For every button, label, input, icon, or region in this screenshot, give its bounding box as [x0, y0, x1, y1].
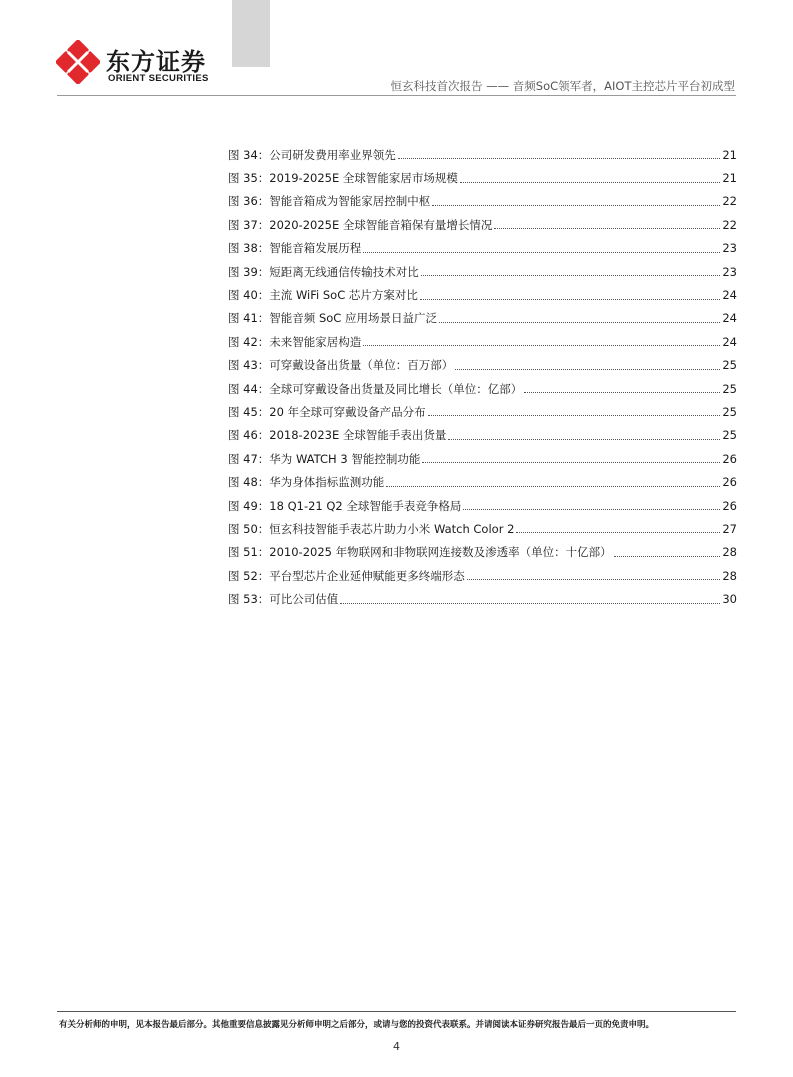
toc-dot-leader — [340, 603, 720, 604]
toc-entry[interactable] — [228, 330, 737, 353]
toc-entry-page: 28 — [722, 568, 737, 583]
toc-entry-label: 图 47：华为 WATCH 3 智能控制功能 — [228, 451, 421, 466]
toc-dot-leader — [467, 579, 721, 580]
toc-entry-label: 图 52：平台型芯片企业延伸赋能更多终端形态 — [228, 568, 465, 583]
toc-dot-leader — [455, 369, 720, 370]
toc-dot-leader — [386, 486, 720, 487]
toc-entry[interactable] — [228, 400, 737, 423]
toc-entry[interactable] — [228, 166, 737, 189]
toc-entry-label: 图 49：18 Q1-21 Q2 全球智能手表竞争格局 — [228, 498, 462, 513]
toc-dot-leader — [398, 158, 721, 159]
toc-entry[interactable] — [228, 143, 737, 166]
toc-entry-label: 图 45：20 年全球可穿戴设备产品分布 — [228, 404, 426, 419]
toc-dot-leader — [524, 392, 720, 393]
toc-entry-label: 图 50：恒玄科技智能手表芯片助力小米 Watch Color 2 — [228, 521, 515, 536]
toc-dot-leader — [494, 228, 720, 229]
toc-entry-page: 25 — [722, 358, 737, 373]
toc-dot-leader — [614, 556, 721, 557]
toc-entry-label: 图 35：2019-2025E 全球智能家居市场规模 — [228, 171, 458, 186]
toc-entry-page: 24 — [722, 334, 737, 349]
header-divider — [57, 95, 736, 96]
toc-entry[interactable] — [228, 283, 737, 306]
toc-entry-label: 图 39：短距离无线通信传输技术对比 — [228, 264, 419, 279]
toc-entry-page: 23 — [722, 264, 737, 279]
report-header-title: 恒玄科技首次报告 —— 音频SoC领军者，AIOT主控芯片平台初成型 — [390, 79, 735, 93]
page-number: 4 — [393, 1040, 400, 1053]
toc-entry-page: 21 — [722, 171, 737, 186]
toc-entry-page: 28 — [722, 545, 737, 560]
toc-dot-leader — [439, 322, 720, 323]
toc-entry[interactable] — [228, 260, 737, 283]
toc-dot-leader — [448, 439, 720, 440]
orient-securities-logo-icon — [56, 40, 100, 84]
toc-entry-label: 图 41：智能音频 SoC 应用场景日益广泛 — [228, 311, 437, 326]
company-logo — [56, 40, 226, 90]
toc-entry-page: 26 — [722, 498, 737, 513]
toc-entry-page: 30 — [722, 592, 737, 607]
toc-entry-label: 图 42：未来智能家居构造 — [228, 334, 362, 349]
toc-entry[interactable] — [228, 190, 737, 213]
toc-entry-page: 26 — [722, 451, 737, 466]
toc-entry-label: 图 34：公司研发费用率业界领先 — [228, 147, 396, 162]
toc-entry-page: 25 — [722, 428, 737, 443]
toc-entry[interactable] — [228, 307, 737, 330]
toc-entry-label: 图 38：智能音箱发展历程 — [228, 241, 362, 256]
toc-entry-label: 图 51：2010-2025 年物联网和非物联网连接数及渗透率（单位：十亿部） — [228, 545, 612, 560]
toc-dot-leader — [428, 415, 721, 416]
toc-entry-page: 22 — [722, 217, 737, 232]
toc-dot-leader — [460, 182, 720, 183]
toc-dot-leader — [420, 299, 720, 300]
toc-dot-leader — [422, 462, 720, 463]
toc-dot-leader — [363, 252, 720, 253]
toc-entry-label: 图 46：2018-2023E 全球智能手表出货量 — [228, 428, 447, 443]
toc-entry-label: 图 53：可比公司估值 — [228, 592, 339, 607]
footer-disclaimer: 有关分析师的申明，见本报告最后部分。其他重要信息披露见分析师申明之后部分，或请与您的投资代表联系。并请阅读本证券研究报告最后一页的免责申明。 — [59, 1020, 655, 1030]
toc-entry-label: 图 48：华为身体指标监测功能 — [228, 475, 385, 490]
toc-entry-page: 21 — [722, 147, 737, 162]
toc-entry-page: 24 — [722, 288, 737, 303]
toc-entry-page: 25 — [722, 404, 737, 419]
toc-entry-page: 24 — [722, 311, 737, 326]
toc-entry-label: 图 36：智能音箱成为智能家居控制中枢 — [228, 194, 431, 209]
toc-entry[interactable] — [228, 354, 737, 377]
toc-entry-page: 22 — [722, 194, 737, 209]
toc-entry-page: 23 — [722, 241, 737, 256]
footer-divider — [57, 1011, 736, 1012]
toc-entry-label: 图 37：2020-2025E 全球智能音箱保有量增长情况 — [228, 217, 493, 232]
toc-entry[interactable] — [228, 377, 737, 400]
toc-dot-leader — [421, 275, 721, 276]
toc-entry-label: 图 40：主流 WiFi SoC 芯片方案对比 — [228, 288, 418, 303]
toc-dot-leader — [363, 345, 720, 346]
toc-dot-leader — [516, 532, 720, 533]
toc-entry[interactable] — [228, 494, 737, 517]
toc-entry-label: 图 43：可穿戴设备出货量（单位：百万部） — [228, 358, 454, 373]
figure-table-of-contents — [228, 143, 737, 611]
toc-entry-page: 26 — [722, 475, 737, 490]
toc-entry[interactable] — [228, 541, 737, 564]
logo-chinese-name: 东方证券 — [106, 48, 206, 76]
toc-entry[interactable] — [228, 237, 737, 260]
toc-entry-label: 图 44：全球可穿戴设备出货量及同比增长（单位：亿部） — [228, 381, 523, 396]
toc-entry[interactable] — [228, 470, 737, 493]
toc-entry[interactable] — [228, 564, 737, 587]
toc-entry[interactable] — [228, 447, 737, 470]
toc-entry[interactable] — [228, 517, 737, 540]
header-gray-tab — [232, 0, 270, 67]
toc-dot-leader — [432, 205, 720, 206]
toc-dot-leader — [463, 509, 720, 510]
toc-entry[interactable] — [228, 424, 737, 447]
toc-entry[interactable] — [228, 213, 737, 236]
logo-english-name: ORIENT SECURITIES — [108, 73, 209, 84]
toc-entry-page: 25 — [722, 381, 737, 396]
toc-entry[interactable] — [228, 587, 737, 610]
toc-entry-page: 27 — [722, 521, 737, 536]
